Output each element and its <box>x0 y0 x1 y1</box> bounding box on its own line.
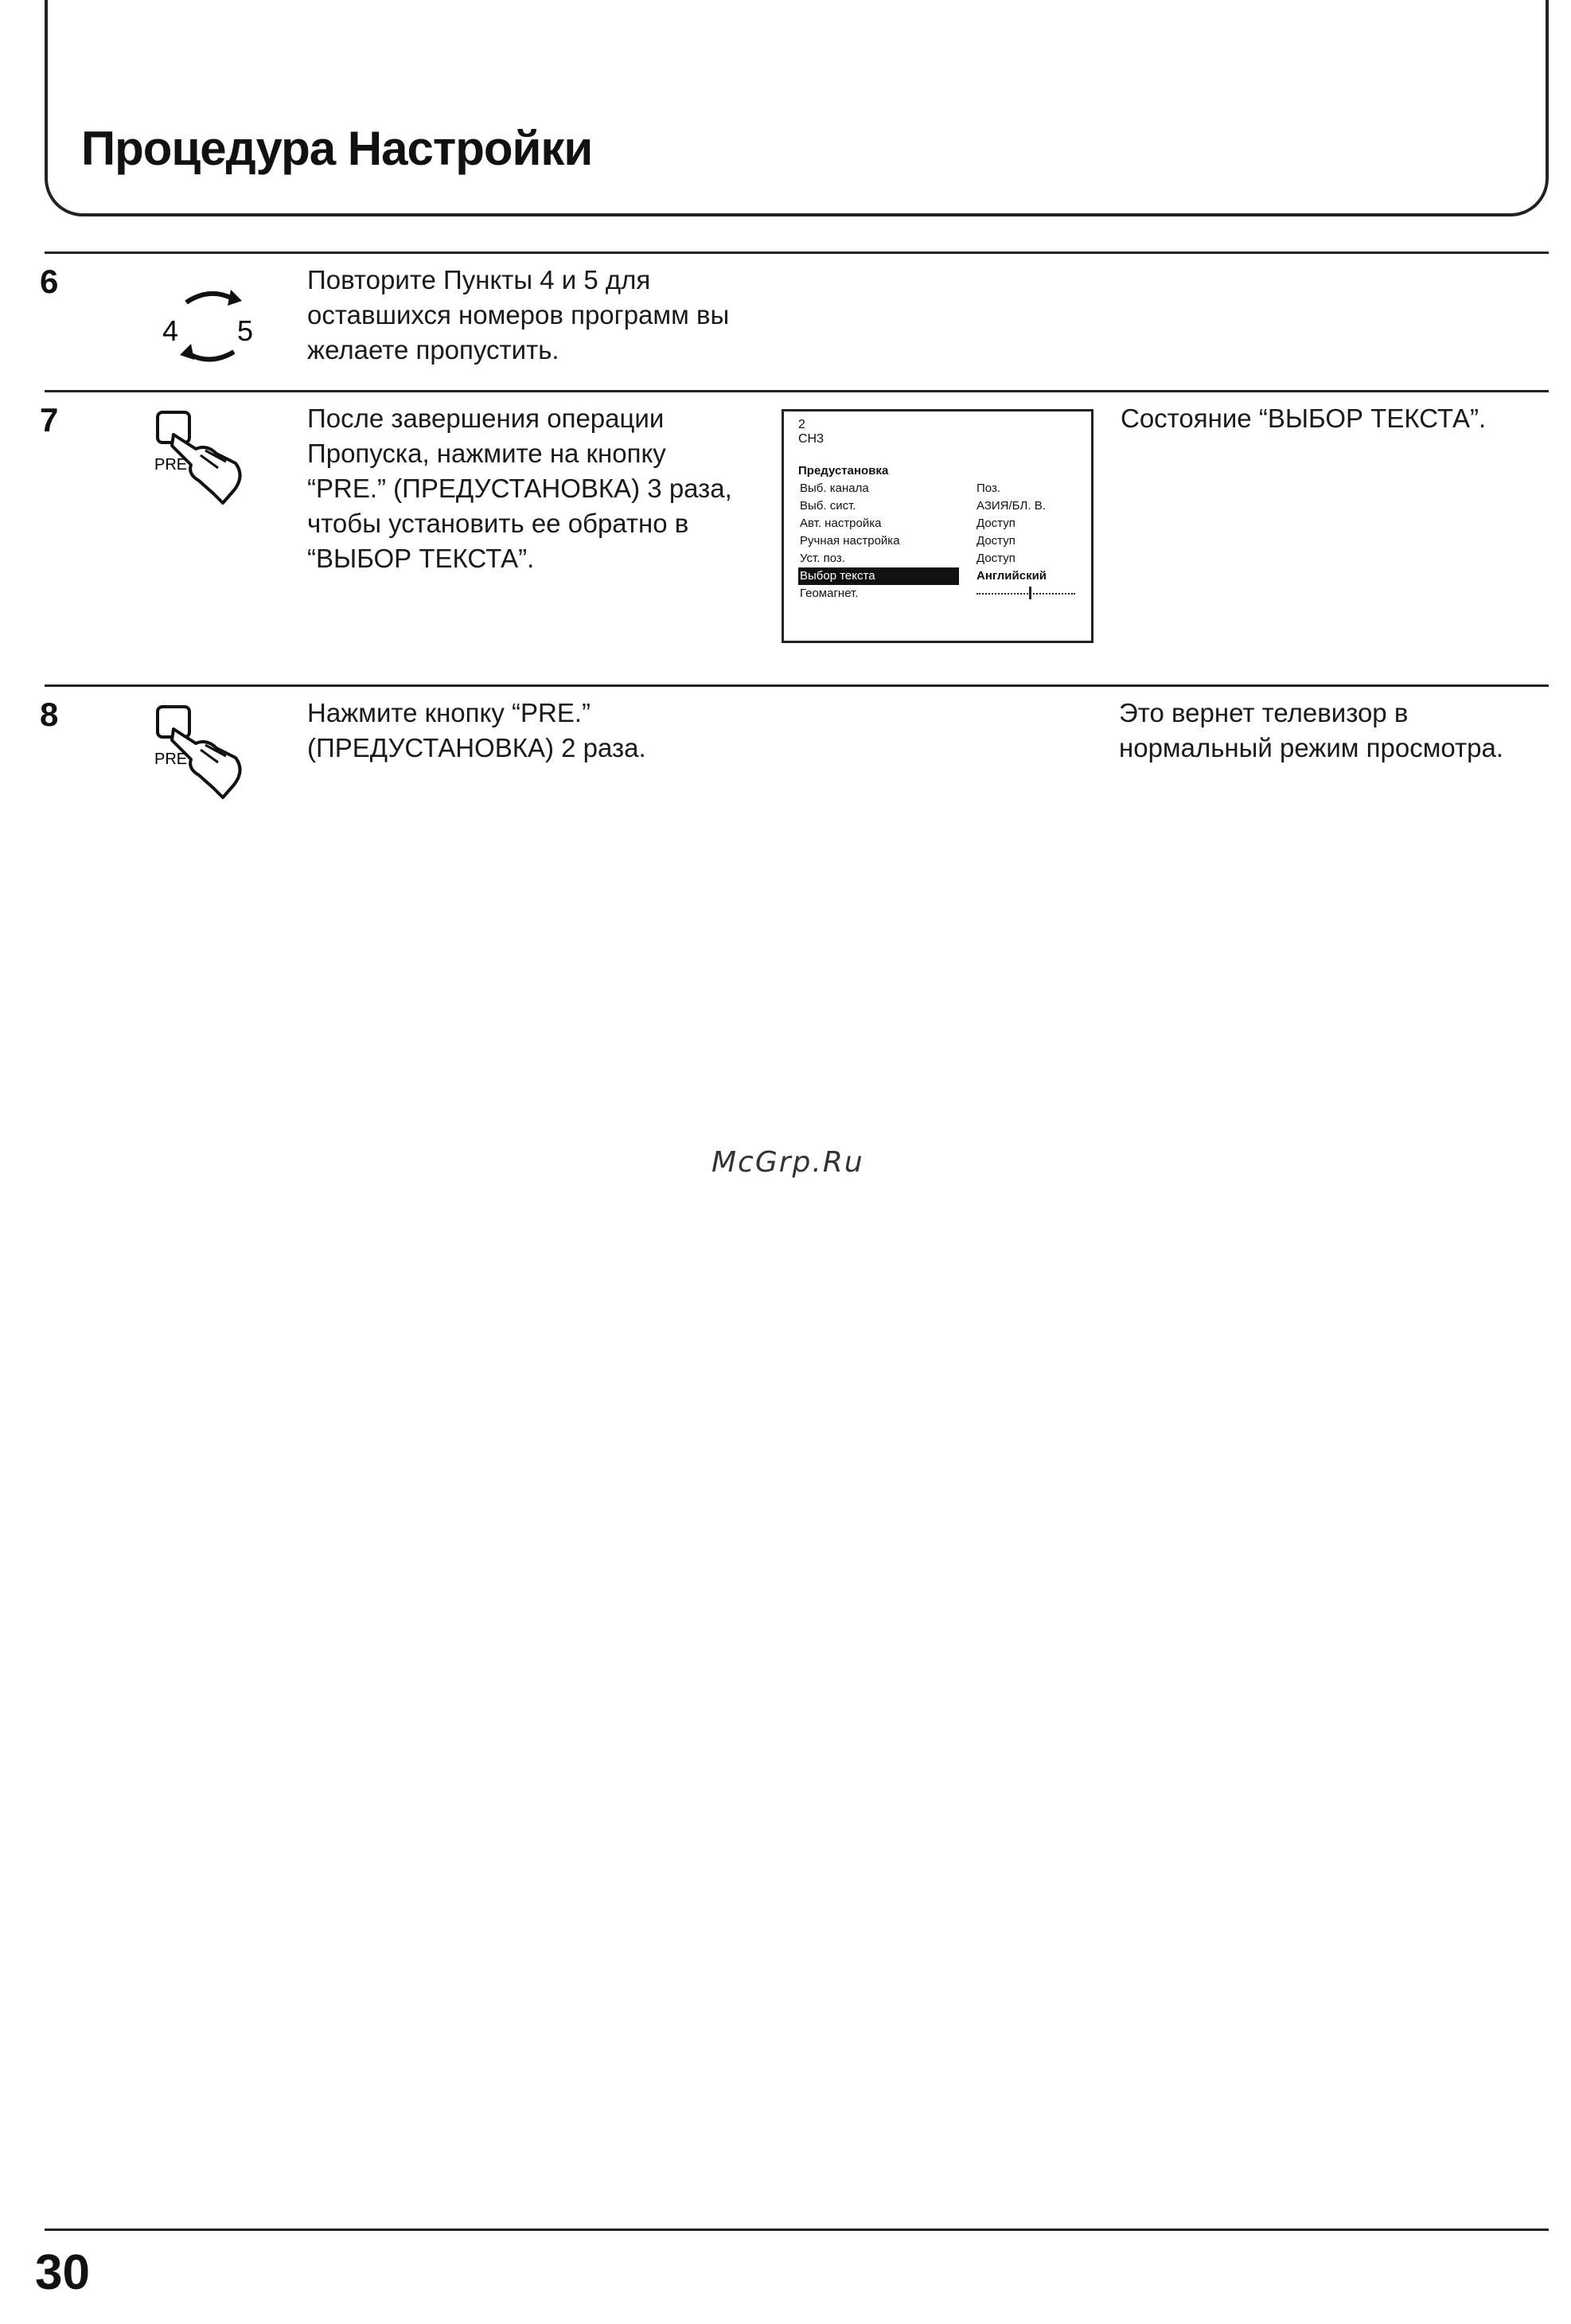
step-number: 8 <box>40 696 59 733</box>
page-title: Процедура Настройки <box>81 122 593 175</box>
osd-row-label: Уст. поз. <box>800 552 845 565</box>
osd-row-label: Выб. сист. <box>800 499 856 513</box>
osd-channel: CH3 <box>798 432 824 446</box>
pre-label: PRE <box>154 456 188 474</box>
osd-row-selected <box>797 567 1080 585</box>
step-text: Нажмите кнопку “PRE.” (ПРЕДУСТАНОВКА) 2 раза. <box>307 698 646 762</box>
osd-heading: Предустановка <box>798 464 889 478</box>
osd-row <box>797 515 1080 532</box>
osd-row-label: Геомагнет. <box>800 587 859 600</box>
step-note: Состояние “ВЫБОР ТЕКСТА”. <box>1121 404 1487 433</box>
osd-row-value: Доступ <box>977 552 1015 565</box>
osd-row-value: Поз. <box>977 482 1000 495</box>
osd-row-label: Выбор текста <box>798 567 959 585</box>
page-number: 30 <box>35 2245 90 2300</box>
osd-row-label: Ручная настройка <box>800 534 900 548</box>
divider <box>45 252 1549 254</box>
osd-row-value: Доступ <box>977 517 1015 530</box>
header-frame <box>45 0 1549 216</box>
step-number: 6 <box>40 263 59 300</box>
divider <box>45 684 1549 687</box>
footer-divider <box>45 2228 1549 2231</box>
osd-row <box>797 480 1080 497</box>
osd-row-value: Доступ <box>977 534 1015 548</box>
osd-row-value: Английский <box>977 569 1047 583</box>
osd-header <box>798 418 824 446</box>
osd-row <box>797 532 1080 550</box>
pre-button-press-icon <box>150 407 253 511</box>
geomagnet-marker <box>1029 587 1031 599</box>
pre-label: PRE <box>154 751 188 768</box>
osd-row <box>797 550 1080 567</box>
osd-row-value: АЗИЯ/БЛ. В. <box>977 499 1046 513</box>
osd-row-label: Выб. канала <box>800 482 869 495</box>
osd-screen <box>782 409 1093 643</box>
divider <box>45 390 1549 392</box>
step-number: 7 <box>40 401 59 439</box>
pre-button-press-icon <box>150 702 253 805</box>
step-text: После завершения операции Пропуска, нажмите на кнопку “PRE.” (ПРЕДУСТАНОВКА) 3 раза, чтобы установить ее обратно в “ВЫБОР ТЕКСТА”. <box>307 404 732 573</box>
osd-row-label: Авт. настройка <box>800 517 882 530</box>
cycle-arrows-icon <box>156 280 267 368</box>
osd-row <box>797 585 1080 602</box>
step-note: Это вернет телевизор в нормальный режим просмотра. <box>1119 698 1504 762</box>
cycle-label-end: 5 <box>237 314 254 347</box>
step-text: Повторите Пункты 4 и 5 для оставшихся номеров программ вы желаете пропустить. <box>307 265 730 365</box>
cycle-label-start: 4 <box>162 314 179 347</box>
watermark: McGrp.Ru <box>711 1146 864 1179</box>
geomagnet-bar <box>977 593 1075 595</box>
osd-row <box>797 497 1080 515</box>
osd-position: 2 <box>798 418 805 431</box>
